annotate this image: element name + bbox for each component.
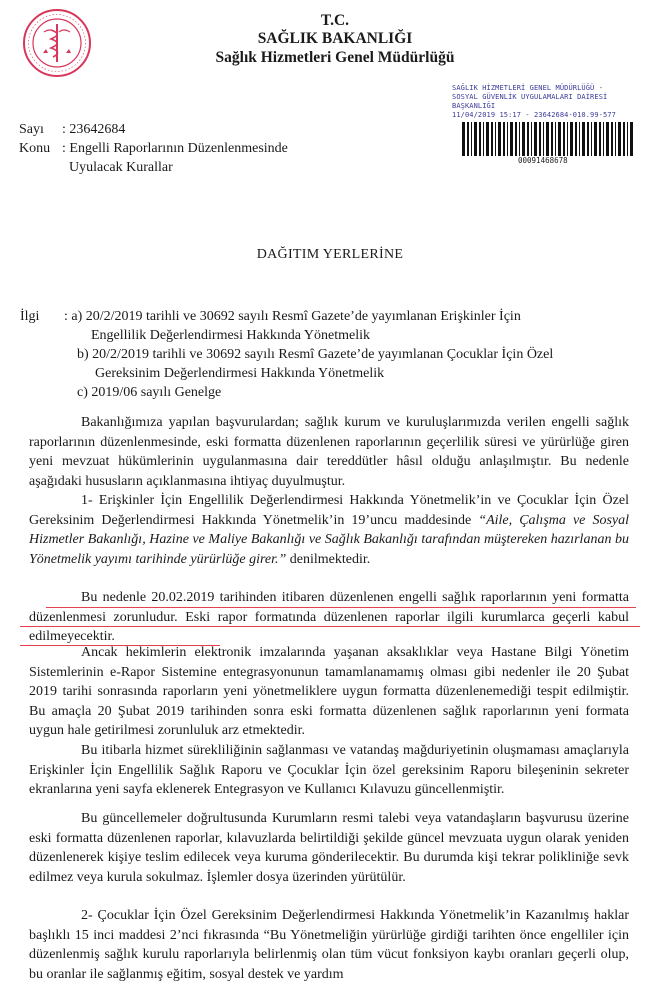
barcode-bar	[603, 122, 604, 156]
barcode-bar	[606, 122, 609, 156]
stamp-line-2: SOSYAL GÜVENLİK UYGULAMALARI DAİRESİ	[452, 93, 608, 101]
barcode-bar	[507, 122, 508, 156]
barcode-bar	[611, 122, 613, 156]
paragraph-text: 2- Çocuklar İçin Özel Gereksinim Değerlendirmesi Hakkında Yönetmelik’in Kazanılmış haklar başlıklı 15 inci maddesi 2’nci fıkrasında “Bu Yönetmeliğin yürürlüğe girdiği tarihten önce engelliler için düzenlenmiş sağlık kurulu raporlarıyla belirlenmiş olan tüm vücut fonksiyon kaybı oranları geçerli olup, bu oranlar ile sağlanmış eğitim, sosyal destek ve yardım	[29, 908, 629, 982]
barcode-bar	[599, 122, 601, 156]
barcode-bar	[591, 122, 592, 156]
body-paragraph-2	[29, 491, 629, 569]
barcode-bar	[594, 122, 597, 156]
sayi-label: Sayı	[19, 122, 44, 137]
ilgi-a-line1: : a) 20/2/2019 tarihli ve 30692 sayılı Resmî Gazete’de yayımlanan Erişkinler İçin	[64, 309, 521, 324]
sayi-value: : 23642684	[62, 122, 126, 137]
barcode-bar	[579, 122, 580, 156]
ilgi-a-line2: Engellilik Değerlendirmesi Hakkında Yönetmelik	[91, 328, 371, 343]
barcode-bar	[486, 122, 489, 156]
registry-stamp	[448, 80, 658, 172]
barcode-bar	[462, 122, 465, 156]
paragraph-text: Bakanlığımıza yapılan başvurulardan; sağlık kurum ve kuruluşlarımızda verilen engelli sağlık raporlarının düzenlenmesinde, eski formatta düzenlenen raporlarının geçerlilik süresi ve yürürlüğe giren yeni mevzuat hükümlerinin uygulanmasına dair tereddütler hâsıl olduğu anlaşılmıştır. Bu nedenle aşağıdaki hususların açıklanmasına ihtiyaç duyulmuştur.	[29, 415, 629, 489]
barcode-bar	[582, 122, 585, 156]
barcode-bar	[563, 122, 565, 156]
barcode-bar	[555, 122, 556, 156]
body-paragraph-4	[29, 643, 629, 741]
barcode-bar	[627, 122, 628, 156]
barcode-bar	[522, 122, 525, 156]
barcode-bar	[623, 122, 625, 156]
barcode-bar	[534, 122, 537, 156]
barcode-bar	[471, 122, 472, 156]
stamp-line-4: 11/04/2019 15:17 - 23642684-010.99-577	[452, 111, 616, 119]
body-paragraph-6	[29, 809, 629, 887]
barcode-bar	[543, 122, 544, 156]
barcode-bar	[495, 122, 496, 156]
barcode-bar	[474, 122, 477, 156]
red-underline	[20, 626, 640, 627]
stamp-line-3: BAŞKANLIĞI	[452, 102, 496, 110]
ministry-seal-logo	[22, 8, 92, 78]
barcode-bar	[531, 122, 532, 156]
barcode-bar	[498, 122, 501, 156]
barcode	[462, 122, 634, 156]
ilgi-b-line2: Gereksinim Değerlendirmesi Hakkında Yönetmelik	[95, 366, 385, 381]
ilgi-label: İlgi	[20, 309, 40, 324]
barcode-bar	[479, 122, 481, 156]
paragraph-text: Bu nedenle 20.02.2019 tarihinden itibaren düzenlenen engelli sağlık raporlarının yeni formatta düzenlenmesi zorunludur. Eski rapor formatında düzenlenen raporlar ilgili kurumlarca geçerli kabul edilmeyecektir.	[29, 590, 629, 644]
body-paragraph-7	[29, 906, 629, 984]
stamp-line-1: SAĞLIK HİZMETLERİ GENEL MÜDÜRLÜĞÜ -	[452, 84, 604, 92]
barcode-bar	[618, 122, 621, 156]
barcode-number: 00091468678	[518, 156, 568, 165]
barcode-bar	[527, 122, 529, 156]
barcode-bar	[519, 122, 520, 156]
barcode-bar	[491, 122, 493, 156]
body-paragraph-3	[29, 588, 629, 647]
header-directorate: Sağlık Hizmetleri Genel Müdürlüğü	[215, 49, 455, 66]
konu-label: Konu	[19, 141, 51, 156]
barcode-bar	[483, 122, 484, 156]
barcode-bar	[575, 122, 577, 156]
konu-value-1: : Engelli Raporlarının Düzenlenmesinde	[62, 141, 288, 156]
paragraph-text: Bu güncellemeler doğrultusunda Kurumların resmi talebi veya vatandaşların başvurusu üzerine eski formatta düzenlenen raporlar, kılavuzlarda belirtildiği şekilde güncel mevzuata uygun olarak yeniden düzenlenerek kişiye teslim edilecek veya kuruma gönderilecektir. Bu durumda kişi tekrar polikliniğe sevk edilmez veya kurula sokulmaz. İşlemler dosya üzerinden yürütülür.	[29, 811, 629, 885]
konu-value-2: Uyulacak Kurallar	[69, 160, 173, 175]
ilgi-c-line1: c) 2019/06 sayılı Genelge	[77, 385, 222, 400]
barcode-bar	[551, 122, 553, 156]
red-underline	[46, 607, 636, 608]
barcode-bar	[570, 122, 573, 156]
document-title: DAĞITIM YERLERİNE	[256, 247, 404, 262]
barcode-bar	[558, 122, 561, 156]
barcode-bar	[539, 122, 541, 156]
barcode-bar	[467, 122, 469, 156]
barcode-bar	[587, 122, 589, 156]
body-paragraph-5	[29, 741, 629, 800]
paragraph-text: 1- Erişkinler İçin Engellilik Değerlendirmesi Hakkında Yönetmelik’in ve Çocuklar İçin Özel Gereksinim Değerlendirmesi Hakkında Yönetmelik’in 19’uncu maddesinde	[29, 493, 629, 528]
barcode-bar	[510, 122, 513, 156]
barcode-bar	[503, 122, 505, 156]
paragraph-text: denilmektedir.	[286, 551, 371, 567]
quoted-regulation-text: “Aile, Çalışma ve Sosyal Hizmetler Bakanlığı, Hazine ve Maliye Bakanlığı ve Sağlık Bakanlığı tarafından müştereken hazırlanan bu Yönetmelik yayımı tarihinde yürürlüğe girer.”	[29, 512, 629, 567]
body-paragraph-1	[29, 413, 629, 491]
header-tc: T.C.	[320, 12, 350, 29]
paragraph-text: Ancak hekimlerin elektronik imzalarında yaşanan aksaklıklar veya Hastane Bilgi Yönetim Sistemlerinin e-Rapor Sistemine entegrasyonunun tamamlanamamış olması gibi nedenler ile 20 Şubat 2019 tarihi sonrasında raporların yeni yönetmeliklere uygun formatta düzenlenemediği tespit edilmiştir. Bu amaçla 20 Şubat 2019 tarihinden sonra eski formatta düzenlenen sağlık raporlarının yeni formata uygun hale getirilmesi zorunluluk arz etmektedir.	[29, 645, 629, 738]
paragraph-text: Bu itibarla hizmet sürekliliğinin sağlanması ve vatandaş mağduriyetinin oluşmaması amaçlarıyla Erişkinler İçin Engellilik Sağlık Raporu ve Çocuklar İçin özel gereksinim Raporu bileşeninin sekreter ekranlarına yeni sayfa eklenerek Entegrasyon ve Kullanıcı Kılavuzu güncellenmiştir.	[29, 743, 629, 797]
ilgi-b-line1: b) 20/2/2019 tarihli ve 30692 sayılı Resmî Gazete’de yayımlanan Çocuklar İçin Özel	[77, 347, 554, 362]
barcode-bar	[515, 122, 517, 156]
barcode-bar	[567, 122, 568, 156]
header-ministry: SAĞLIK BAKANLIĞI	[257, 30, 413, 47]
barcode-bar	[630, 122, 633, 156]
barcode-bar	[546, 122, 549, 156]
barcode-bar	[615, 122, 616, 156]
